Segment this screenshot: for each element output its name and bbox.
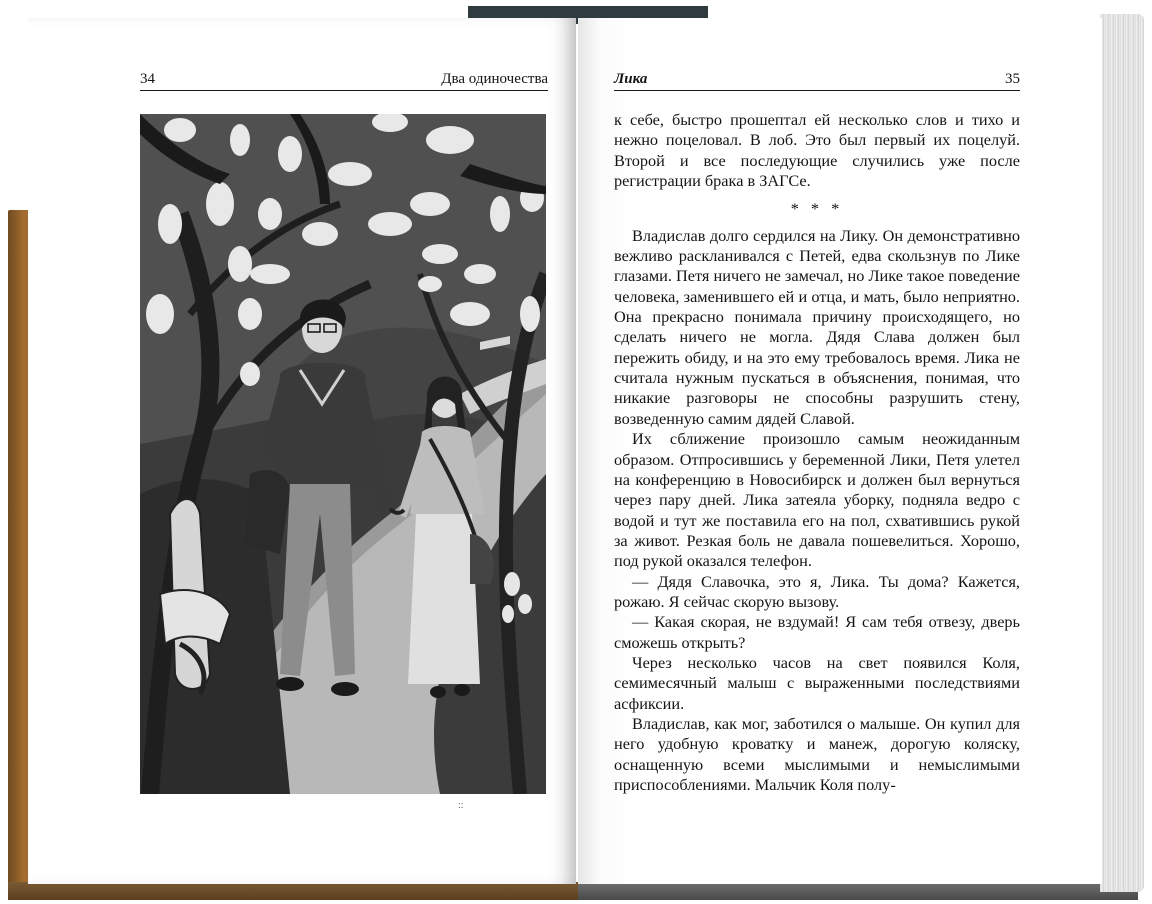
paragraph-4: — Дядя Славочка, это я, Лика. Ты дома? Кажется, рожаю. Я сейчас скорую вызову. <box>614 571 1020 611</box>
gutter-mark: :: <box>458 800 464 811</box>
paragraph-3: Их сближение произошло самым неожиданным образом. Отпросившись у беременной Лики, Петя улетел на конференцию в Новосибирск и должен был вернуться через пару дней. Лика затеяла уборку, подняла ведро с водой и тут же поставила его на пол, схватившись рукой за живот. Резкая боль не давала пошевелиться. Хорошо, под рукой оказался телефон. <box>614 429 1020 571</box>
paragraph-2: Владислав долго сердился на Лику. Он демонстративно вежливо раскланивался с Петей, едва скользнув по Лике глазами. Петя ничего не замечал, но Лике такое поведение человека, заменившего ей и отца, и мать, было неприятно. Она прекрасно понимала причину происходящего, но сделать ничего не могла. Дядя Слава должен был пережить обиду, и на это ему требовалось время. Лика не считала нужным пускаться в объяснения, понимая, что никакие разговоры не способны разрушить стену, возведенную самим дядей Славой. <box>614 225 1020 428</box>
paragraph-6: Через несколько часов на свет появился Коля, семимесячный малыш с выраженными последствиями асфиксии. <box>614 652 1020 713</box>
cover-bottom-left <box>8 882 578 900</box>
cover-bottom-right <box>578 882 1138 900</box>
paragraph-5: — Какая скорая, не вздумай! Я сам тебя отвезу, дверь сможешь открыть? <box>614 612 1020 652</box>
paragraph-1: к себе, быстро прошептал ей несколько слов и тихо и нежно поцеловал. В лоб. Это был первый их поцелуй. Второй и все последующие случились уже после регистрации брака в ЗАГСе. <box>614 110 1020 191</box>
section-separator: * * * <box>790 199 844 219</box>
right-page-text <box>614 110 1020 795</box>
right-page-number: 35 <box>1005 71 1020 87</box>
couple-walking-park-illustration <box>140 114 546 794</box>
paragraph-7: Владислав, как мог, заботился о малыше. Он купил для него удобную кроватку и манеж, дорогую коляску, оснащенную всеми мыслимыми и немыслимыми приспособлениями. Мальчик Коля полу- <box>614 713 1020 794</box>
left-page-number: 34 <box>140 71 155 87</box>
left-running-head <box>140 70 548 91</box>
left-running-title: Два одиночества <box>441 71 548 87</box>
page-edges <box>1100 14 1144 892</box>
right-running-head <box>614 70 1020 91</box>
right-running-title: Лика <box>614 71 648 87</box>
